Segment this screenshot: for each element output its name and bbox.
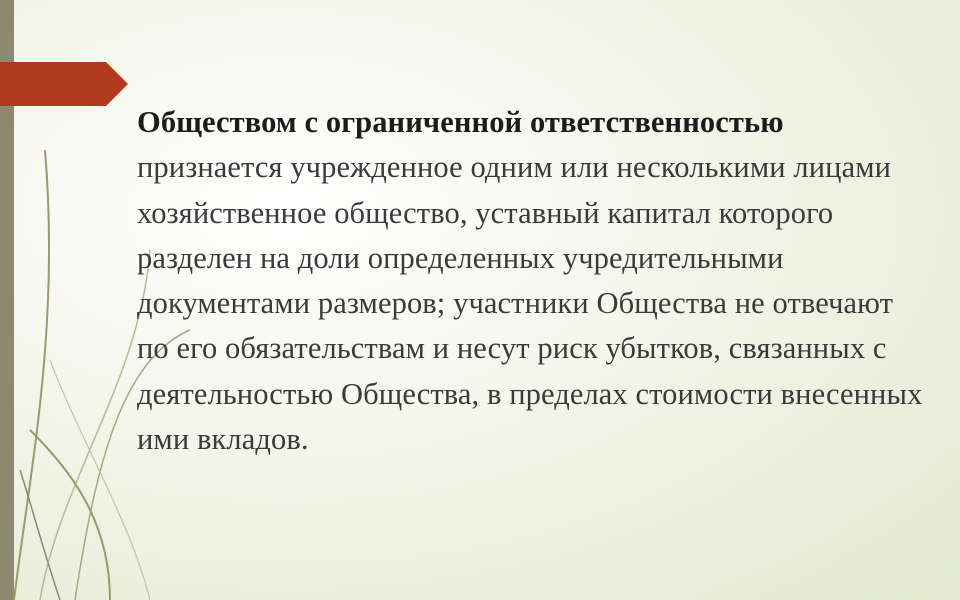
definition-paragraph bbox=[137, 100, 927, 462]
defined-term: Обществом с ограниченной ответственностью bbox=[137, 105, 784, 139]
accent-arrow-shape bbox=[0, 62, 128, 106]
definition-text: признается учрежденное одним или несколькими лицами хозяйственное общество, уставный капитал которого разделен на доли определенных учредительными документами размеров; участники Общества не отвечают по его обязательствам и несут риск убытков, связанных с деятельностью Общества, в пределах стоимости внесенных ими вкладов. bbox=[137, 150, 923, 457]
